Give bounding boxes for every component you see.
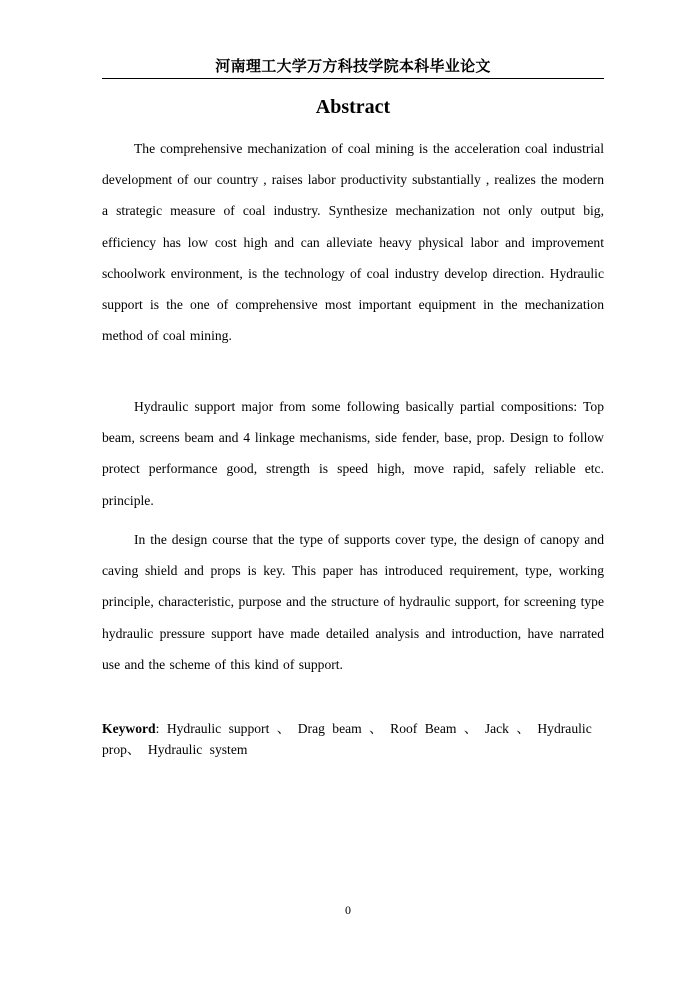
abstract-paragraph-1: The comprehensive mechanization of coal mining is the acceleration coal industrial development of our country , raises labor productivity substantially , realizes the modern a strategic measure of coal industry. Synthesize mechanization not only output big, efficiency has low cost high and can alleviate heavy physical labor and improvement schoolwork environment, is the technology of coal industry develop direction. Hydraulic support is the one of comprehensive most important equipment in the mechanization method of coal mining.	[102, 141, 604, 344]
page-number: 0	[345, 903, 351, 917]
keywords-text: Hydraulic support 、 Drag beam 、 Roof Beam 、 Jack 、 Hydraulic prop、 Hydraulic system	[102, 721, 592, 757]
running-header: 河南理工大学万方科技学院本科毕业论文	[215, 57, 491, 75]
page-title: Abstract	[315, 96, 391, 118]
keywords-separator: :	[155, 721, 160, 736]
abstract-paragraph-3: In the design course that the type of supports cover type, the design of canopy and caving shield and props is key. This paper has introduced requirement, type, working principle, characteristic, purpose and the structure of hydraulic support, for screening type hydraulic pressure support have made detailed analysis and introduction, have narrated use and the scheme of this kind of support.	[102, 532, 604, 672]
keywords-label: Keyword	[102, 721, 156, 736]
header-divider	[102, 78, 604, 79]
keywords-line	[102, 718, 604, 760]
abstract-paragraph-2: Hydraulic support major from some following basically partial compositions: Top beam, screens beam and 4 linkage mechanisms, side fender, base, prop. Design to follow protect performance good, strength is speed high, move rapid, safely reliable etc. principle.	[102, 399, 604, 508]
